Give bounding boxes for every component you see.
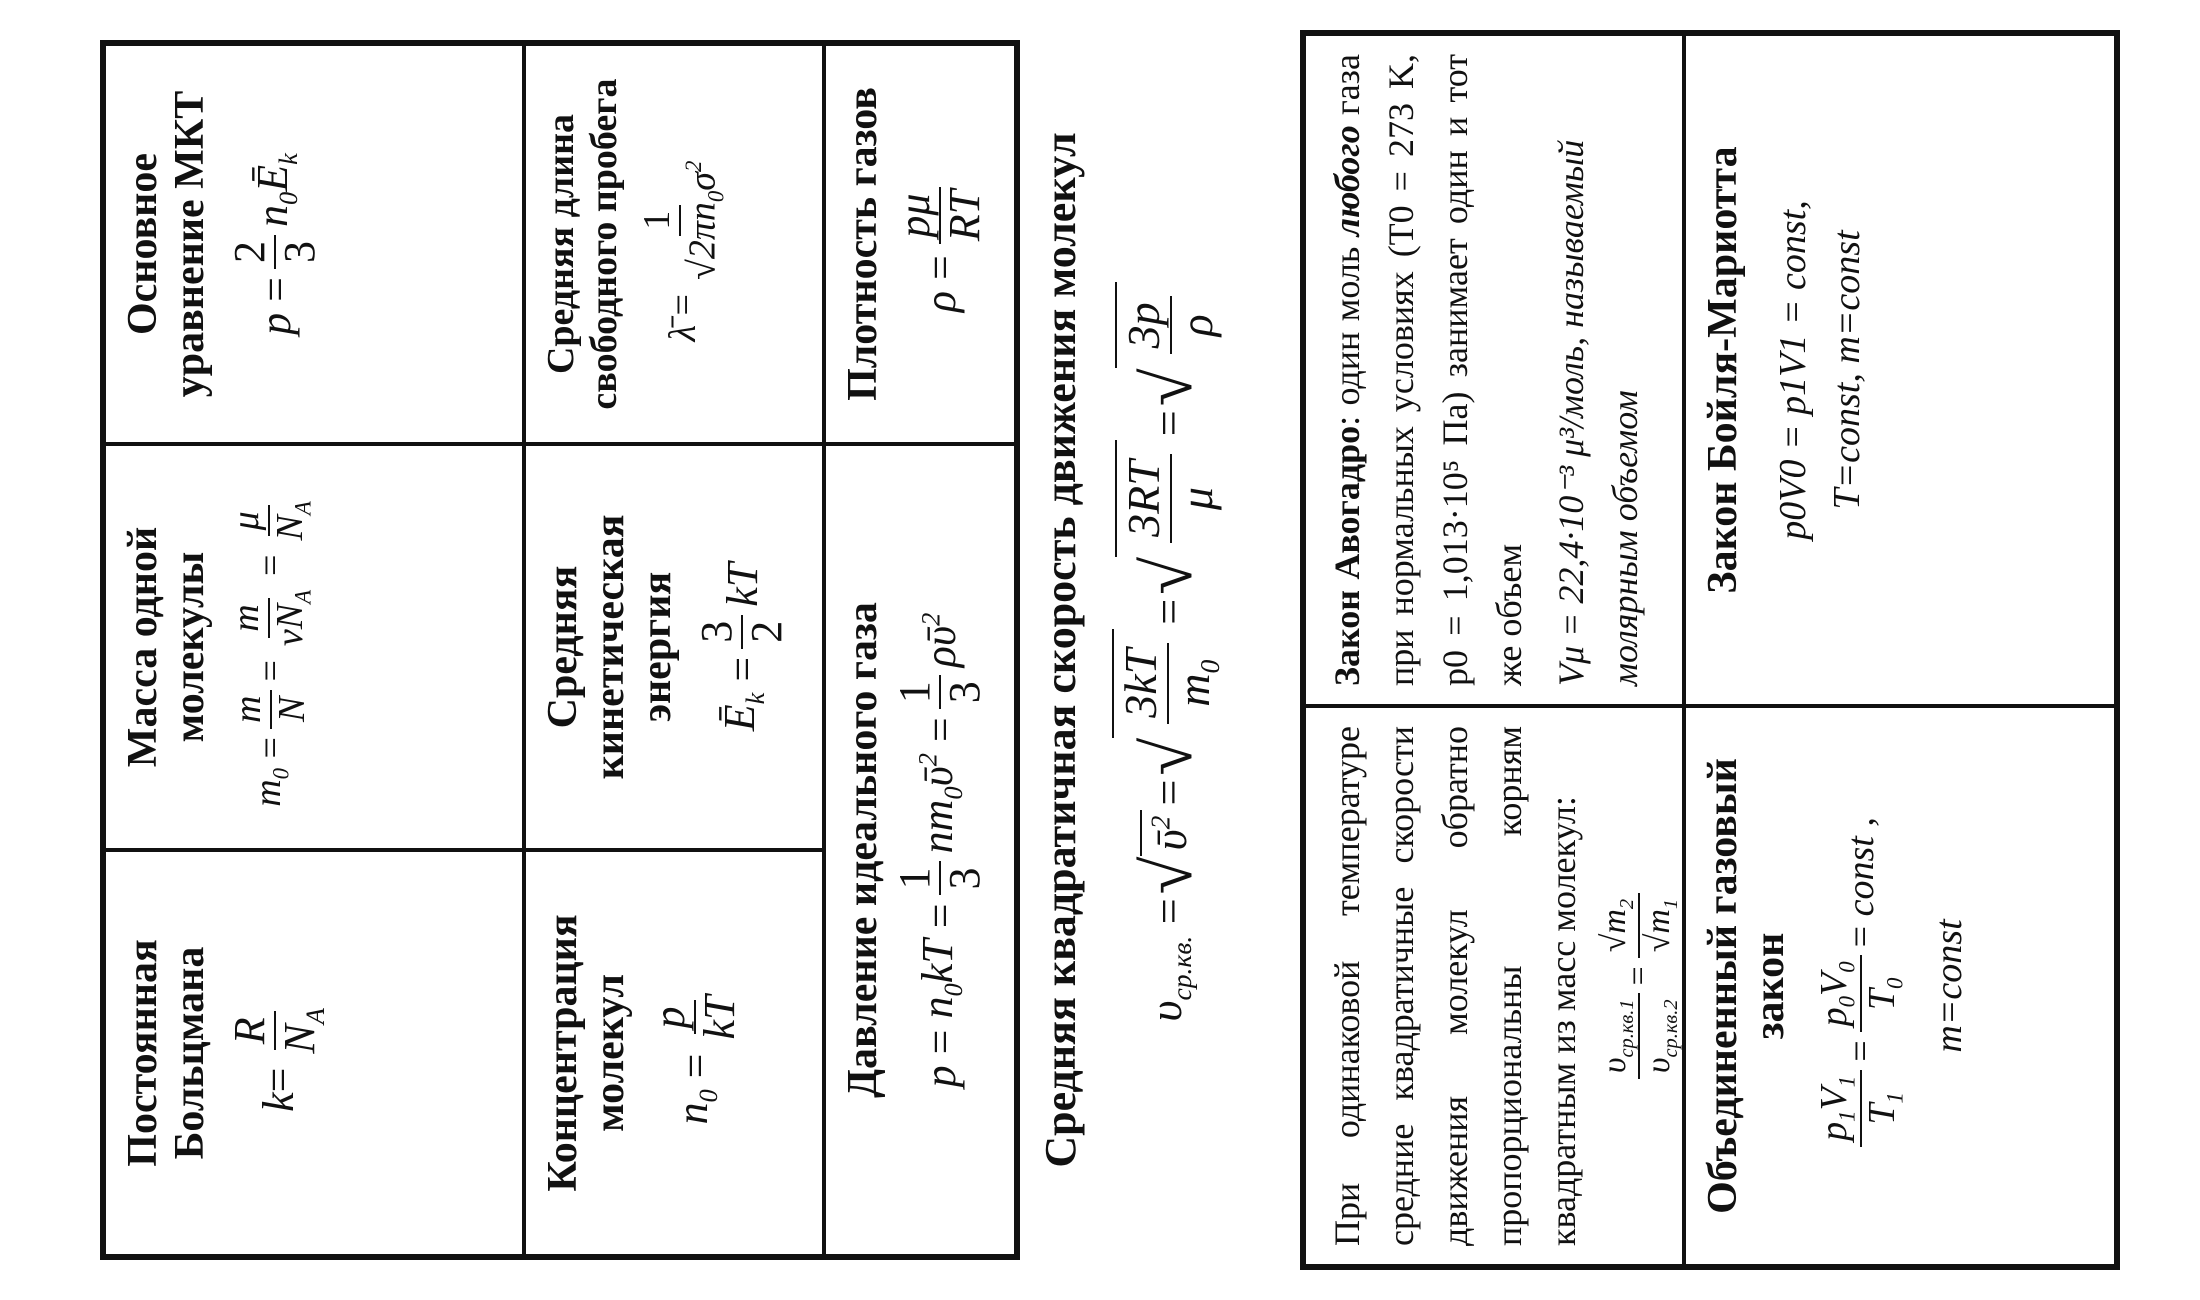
density-title: Плотность газов [840,87,886,401]
boyle-note: T=const, m=const [1826,230,1869,510]
avogadro-title: Закон Авогадро [1327,425,1367,686]
cell-mkt [104,44,524,444]
pressure-formula: p = $n_0kT$ = 1 3 $nm_0ῡ^2$ = 1 3 ρῡ$^2$ [890,612,990,1088]
combined-note: m=const [1928,919,1971,1053]
combined-formula: $p_1V_1$ $T_1$ = $p_0V_0$ $T_0$ = const , [1814,726,1907,1246]
cell-free-path [524,44,824,444]
cell-kinetic-energy [524,444,824,850]
rms-speed-title: Средняя квадратичная скорость движения молекул [1036,132,1085,1168]
cell-ratio [1304,706,1684,1266]
concentration-title: Концентрация молекул [540,914,634,1192]
molecule-mass-formula: $m_0$ = m N = m $\nu N_A$ = μ $N_A$ [225,501,316,807]
molecule-mass-title: Масса одной молекулы [120,526,214,768]
free-path-formula: λ̄ = 1 $√2\pi n_0\sigma^2$ [636,160,729,342]
mkt-title: Основное уравнение МКТ [120,90,214,398]
cell-avogadro [1304,34,1684,706]
boltzmann-title: Постоянная Больцмана [120,939,214,1167]
pressure-title: Давление идеального газа [840,602,886,1098]
kinetic-energy-title: Средняя кинетическая энергия [540,514,681,780]
mkt-formula: p = 2 3 $n_0Ē_k$ [225,153,325,335]
top-table [100,40,1020,1260]
boyle-formula: p0V0 = p1V1 = const, [1772,200,1815,540]
avogadro-formula: Vμ = 22,4·10⁻³ μ³/моль, называемый молярным объемом [1551,139,1645,686]
concentration-formula: $n_0$ = p kT [645,995,745,1125]
cell-combined [1684,706,2116,1266]
boltzmann-formula: k = R $N_A$ [225,1008,331,1112]
density-formula: ρ = pμ RT [891,64,990,424]
free-path-title: Средняя длина свободного пробега [540,78,625,410]
avogadro-text [1320,54,1536,686]
cell-molecule-mass [104,444,524,850]
kinetic-energy-formula: $Ē_k$ = 3 2 kT [692,562,792,732]
cell-boyle [1684,34,2116,706]
combined-title: Объединенный газовый закон [1700,758,1794,1214]
cell-boltzmann [104,850,524,1256]
ratio-text: При одинаковой температуре средние квадратичные скорости движения молекул обратно пропорциональны корням квадратным из масс молекул: [1327,726,1583,1246]
rms-speed-formula: $\upsilon_{ср.кв.}$ = √ ῡ$^2$ = √ 3kT $m_0$ = √ 3RT μ = √ 3p ρ [1112,0,1225,1300]
avogadro-text-a: : один моль [1327,246,1367,426]
ratio-formula: $\upsilon_{ср.кв.1}$ $\upsilon_{ср.кв.2}$ = $√m_2$ $√m_1$ [1596,726,1682,1246]
cell-pressure [824,444,1016,1256]
cell-concentration [524,850,824,1256]
avogadro-text-c: газа при нормальных условиях (T0 = 273 K, p0 = 1,013·10⁵ Па) занимает один и тот же объем [1327,54,1529,686]
boyle-title: Закон Бойля-Мариотта [1700,146,1746,594]
cell-density [824,44,1016,444]
bottom-table [1300,30,2120,1270]
avogadro-emph: любого [1327,125,1367,237]
